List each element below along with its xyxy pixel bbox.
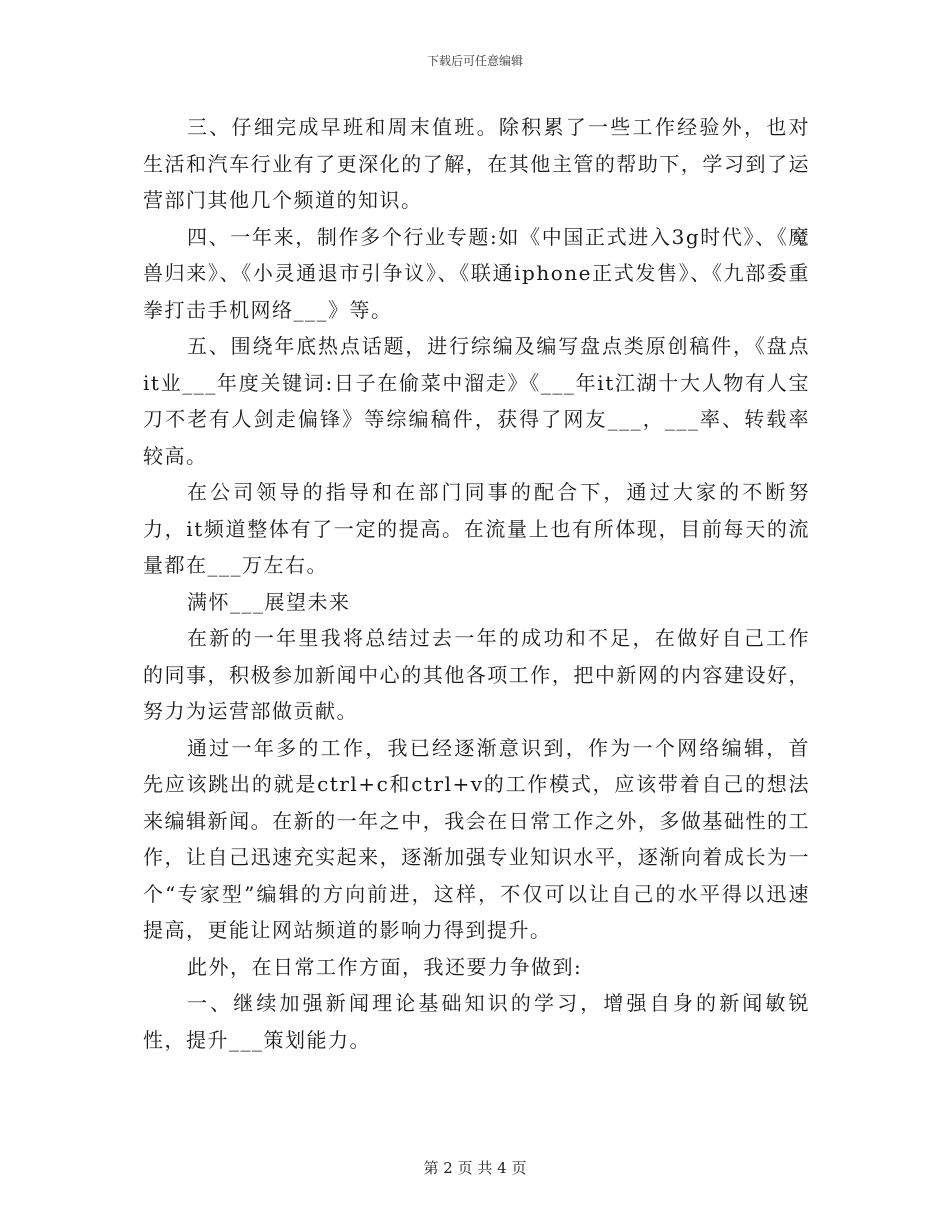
paragraph-new-year: 在新的一年里我将总结过去一年的成功和不足，在做好自己工作的同事，积极参加新闻中心的其他各项工作，把中新网的内容建设好，努力为运营部做贡献。 [143, 626, 810, 723]
document-body [143, 109, 810, 1058]
paragraph-reflection: 通过一年多的工作，我已经逐渐意识到，作为一个网络编辑，首先应该跳出的就是ctrl+c和ctrl+v的工作模式，应该带着自己的想法来编辑新闻。在新的一年之中，我会在日常工作之外，多做基础性的工作，让自己迅速充实起来，逐渐加强专业知识水平，逐渐向着成长为一个“专家型”编辑的方向前进，这样，不仅可以让自己的水平得以迅速提高，更能让网站频道的影响力得到提升。 [143, 735, 810, 942]
paragraph-item-5: 五、围绕年底热点话题，进行综编及编写盘点类原创稿件，《盘点it业___年度关键词:日子在偷菜中溜走》《___年it江湖十大人物有人宝刀不老有人剑走偏锋》等综编稿件，获得了网友___，___率、转载率较高。 [143, 334, 810, 468]
section-heading: 满怀___展望未来 [187, 589, 351, 614]
paragraph-item-4: 四、一年来，制作多个行业专题:如《中国正式进入3g时代》、《魔兽归来》、《小灵通退市引争议》、《联通iphone正式发售》、《九部委重拳打击手机网络___》等。 [143, 224, 810, 322]
page-header: 下载后可任意编辑 [426, 54, 523, 68]
paragraph-goal-1: 一、继续加强新闻理论基础知识的学习，增强自身的新闻敏锐性，提升___策划能力。 [143, 991, 810, 1052]
page-number: 第 2 页 共 4 页 [423, 1159, 527, 1177]
paragraph-goals-intro: 此外，在日常工作方面，我还要力争做到: [187, 954, 583, 979]
paragraph-item-3: 三、仔细完成早班和周末值班。除积累了一些工作经验外，也对生活和汽车行业有了更深化的了解，在其他主管的帮助下，学习到了运营部门其他几个频道的知识。 [143, 115, 810, 212]
paragraph-summary: 在公司领导的指导和在部门同事的配合下，通过大家的不断努力，it频道整体有了一定的提高。在流量上也有所体现，目前每天的流量都在___万左右。 [143, 480, 810, 577]
